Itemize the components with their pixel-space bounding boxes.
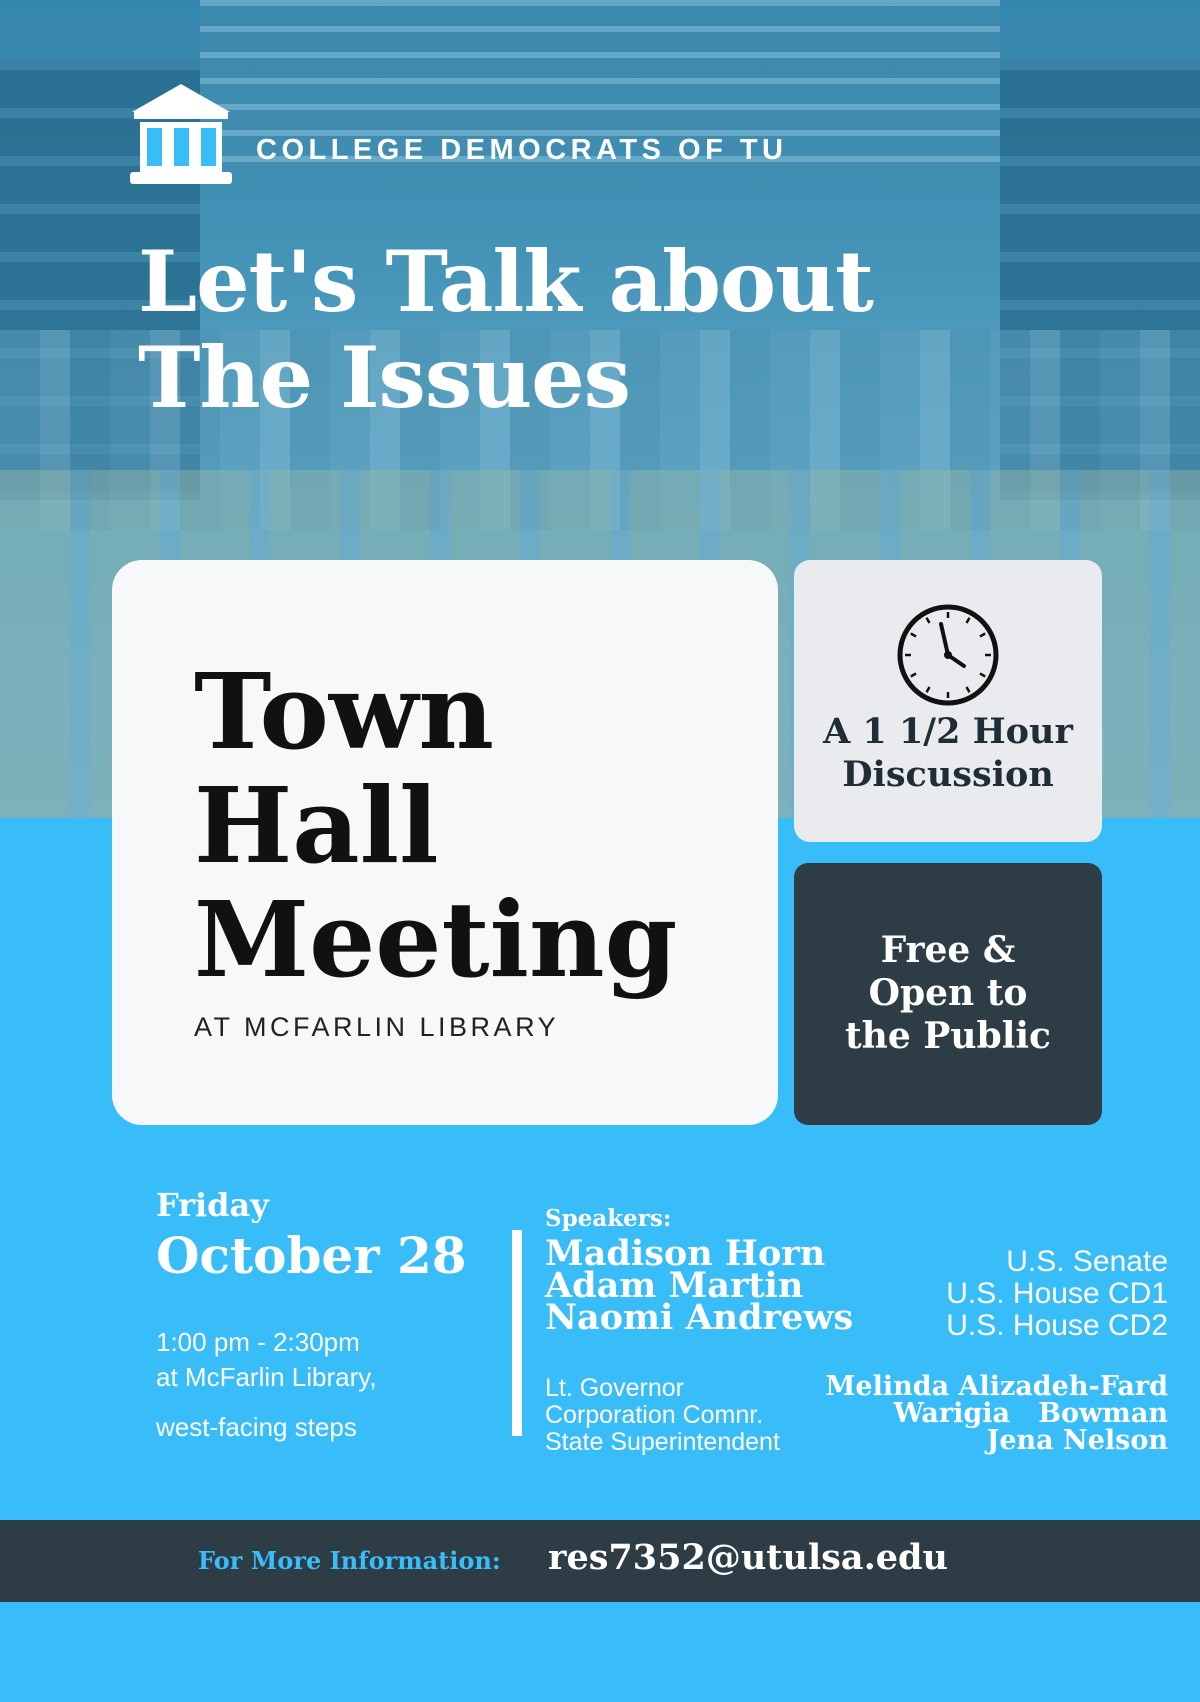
duration-text: [794, 710, 1102, 796]
headline-line: The Issues: [138, 328, 630, 427]
event-date: October 28: [156, 1226, 467, 1285]
speaker-offices-group1: [946, 1246, 1168, 1342]
speaker-names-group1: [545, 1233, 854, 1338]
footer-bar: [0, 1520, 1200, 1602]
speaker-office: U.S. House CD1: [946, 1277, 1168, 1310]
speaker-office: U.S. Senate: [1006, 1245, 1168, 1278]
event-title-card: [112, 560, 778, 1125]
event-place: at McFarlin Library,: [156, 1362, 377, 1392]
contact-email[interactable]: res7352@utulsa.edu: [548, 1537, 948, 1578]
speaker-names-group2: [826, 1373, 1168, 1454]
event-day: Friday: [156, 1186, 269, 1224]
speakers-divider: [512, 1230, 522, 1436]
event-title-line: Meeting: [194, 878, 678, 1001]
event-location: AT MCFARLIN LIBRARY: [194, 1012, 560, 1042]
speaker-name: Jena Nelson: [986, 1425, 1168, 1456]
speaker-office: U.S. House CD2: [946, 1309, 1168, 1342]
event-title: [194, 650, 678, 1001]
speaker-name: Naomi Andrews: [545, 1297, 854, 1338]
organization-name: COLLEGE DEMOCRATS OF TU: [256, 134, 788, 166]
columns-building-icon: [128, 82, 234, 186]
duration-line: A 1 1/2 Hour: [823, 711, 1073, 752]
access-line: Free &: [880, 929, 1016, 971]
speaker-name: Melinda Alizadeh-Fard: [825, 1371, 1168, 1402]
headline: [138, 234, 873, 426]
speaker-offices-group2: [545, 1375, 780, 1456]
duration-card: [794, 560, 1102, 842]
speaker-name: Warigia Bowman: [893, 1398, 1168, 1429]
headline-line: Let's Talk about: [138, 232, 873, 331]
event-title-line: Hall: [194, 764, 439, 887]
clock-icon: [893, 600, 1003, 710]
access-line: the Public: [845, 1015, 1051, 1057]
speaker-name: Madison Horn: [545, 1233, 826, 1274]
speaker-office: Corporation Comnr.: [545, 1401, 764, 1429]
event-time: 1:00 pm - 2:30pm: [156, 1327, 360, 1357]
access-text: [794, 929, 1102, 1058]
speaker-office: Lt. Governor: [545, 1374, 684, 1402]
event-place-detail: west-facing steps: [156, 1412, 357, 1442]
speakers-label: Speakers:: [545, 1205, 672, 1232]
access-line: Open to: [868, 972, 1028, 1014]
access-card: [794, 863, 1102, 1125]
speaker-name: Adam Martin: [545, 1265, 804, 1306]
info-label: For More Information:: [198, 1546, 501, 1575]
speaker-office: State Superintendent: [545, 1428, 780, 1456]
duration-line: Discussion: [842, 754, 1054, 795]
event-title-line: Town: [194, 650, 494, 773]
